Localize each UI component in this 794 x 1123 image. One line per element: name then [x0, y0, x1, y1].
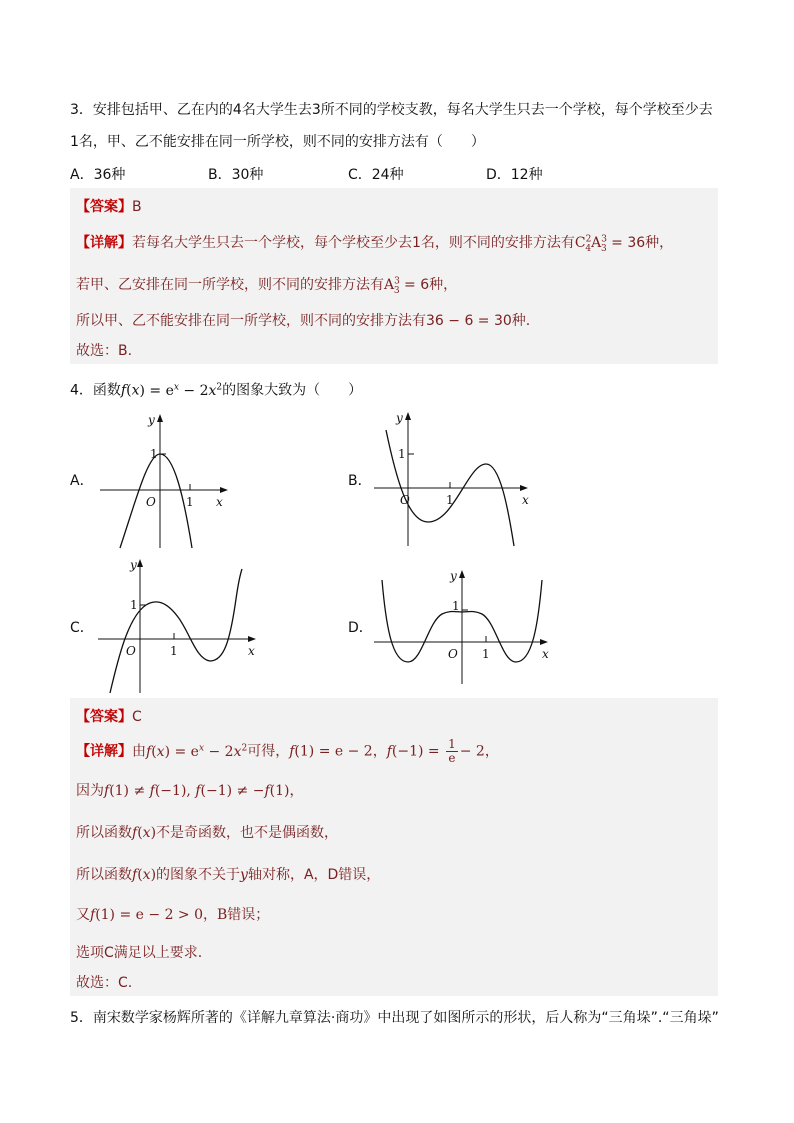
q4-stem-suffix: 的图象大致为（ ）: [222, 382, 363, 399]
q3-detail-line4: 故选：B.: [76, 343, 133, 359]
q4-function: f: [120, 382, 127, 399]
frac-numerator: 1: [448, 737, 456, 751]
q4-d5-prefix: 又: [76, 907, 90, 923]
q3-stem-line2: 1名，甲、乙不能安排在同一所学校，则不同的安排方法有（ ）: [70, 134, 485, 150]
q4-answer-line: [76, 706, 142, 726]
answer-tag: 【答案】: [76, 709, 132, 725]
q4-detail-line5: 又f(1) = e − 2 > 0，B错误；: [76, 907, 270, 923]
graph-a: [96, 410, 236, 550]
frac-denominator: e: [448, 751, 456, 765]
q4-answer: C: [132, 709, 142, 725]
q3-formula-tail2: = 6种，: [404, 277, 458, 293]
detail-tag: 【详解】: [76, 235, 132, 251]
detail-tag: 【详解】: [76, 743, 132, 760]
q3-detail-text2: 若甲、乙安排在同一所学校，则不同的安排方法有: [76, 277, 384, 293]
q4-d4-prefix: 所以函数: [76, 867, 132, 883]
y-label: y: [396, 411, 403, 425]
q3-solution-box: [70, 188, 718, 364]
q4-d4-suffix: 的图象不关于: [156, 867, 241, 883]
q3-answer: B: [132, 199, 142, 215]
answer-tag: 【答案】: [76, 199, 132, 215]
q4-detail-line4: 所以函数f(x)的图象不关于y轴对称，A，D错误，: [76, 867, 381, 883]
curve: [120, 454, 192, 548]
q4-d4-end: 轴对称，A，D错误，: [247, 867, 381, 883]
y-label: y: [130, 558, 137, 572]
q4-detail-line3: 所以函数f(x)不是奇函数，也不是偶函数，: [76, 825, 339, 841]
origin-label: O: [448, 647, 458, 661]
q4-d3-suffix: 不是奇函数，也不是偶函数，: [156, 825, 339, 841]
q4-d2-formula: f(1) ≠ f(−1), f(−1) ≠ −f(1)，: [104, 783, 304, 799]
origin-label: O: [146, 495, 156, 509]
tick-label-x: 1: [170, 644, 178, 658]
q3-formula-tail1: = 36种，: [611, 235, 674, 251]
tick-label-x: 1: [186, 495, 194, 509]
q4-d1-b: 可得，: [247, 743, 290, 760]
y-label: y: [450, 569, 457, 583]
y-arrow: [459, 570, 465, 578]
tick-label-y: 1: [130, 598, 138, 612]
q4-d4-y: y: [240, 867, 248, 883]
x-label: x: [542, 647, 549, 661]
x-arrow: [540, 639, 548, 645]
q3-options: [70, 160, 720, 186]
y-arrow: [137, 559, 143, 567]
q4-stem-prefix: 4．函数: [70, 382, 121, 399]
q3-formula-c-a: $C^2_4A^3_3$: [574, 234, 607, 254]
x-arrow: [248, 636, 256, 642]
q4-option-c-label: C．: [70, 620, 94, 636]
y-arrow: [405, 412, 411, 420]
graph-c: [96, 555, 266, 695]
q4-solution-box: [70, 698, 718, 996]
y-label: y: [148, 413, 155, 427]
tick-label-y: 1: [398, 447, 406, 461]
x-arrow: [220, 487, 228, 493]
tick-label-y: 1: [452, 599, 460, 613]
q4-option-b-label: B．: [348, 473, 372, 489]
q3-detail-line3: 所以甲、乙不能安排在同一所学校，则不同的安排方法有36 − 6 = 30种.: [76, 313, 531, 329]
q3-option-d: D．12种: [486, 167, 543, 183]
x-label: x: [248, 644, 255, 658]
q4-stem: 4．函数$f(x) = e^x - 2x^2$的图象大致为（ ）: [70, 382, 363, 399]
q4-d3-prefix: 所以函数: [76, 825, 132, 841]
q3-detail-text1: 若每名大学生只去一个学校，每个学校至少去1名，则不同的安排方法有: [132, 235, 575, 251]
tick-label-x: 1: [446, 493, 454, 507]
q4-d2-prefix: 因为: [76, 783, 104, 799]
x-label: x: [216, 495, 223, 509]
q3-detail-line2: [76, 274, 457, 296]
q4-d5-suffix: = e − 2 > 0，B错误；: [119, 907, 270, 923]
q4-d1-a: 由: [132, 743, 146, 760]
x-arrow: [520, 485, 528, 491]
y-arrow: [157, 414, 163, 422]
q4-fraction: [446, 738, 458, 765]
tick-label-y: 1: [150, 447, 158, 461]
q4-d1-c: = e − 2，: [318, 743, 387, 760]
q4-option-a-label: A．: [70, 473, 94, 489]
q3-option-b: B．30种: [208, 167, 264, 183]
q3-stem-line1: 3．安排包括甲、乙在内的4名大学生去3所不同的学校支教，每名大学生只去一个学校，每个学校至少去: [70, 102, 713, 118]
graph-b: [372, 408, 537, 548]
q4-d1-func: $f(x) = e^x - 2x^2$: [146, 742, 248, 760]
q3-option-a: A．36种: [70, 167, 126, 183]
tick-label-x: 1: [482, 647, 490, 661]
curve: [110, 569, 242, 693]
graph-d: [372, 566, 557, 686]
q4-detail-line2: [76, 780, 303, 800]
q4-detail-line6: 选项C满足以上要求.: [76, 945, 203, 961]
origin-label: O: [126, 644, 136, 658]
q3-detail-line1: [76, 232, 673, 254]
q3-formula-a: $A^3_3$: [384, 276, 400, 296]
origin-label: O: [400, 493, 410, 507]
q3-answer-line: [76, 196, 142, 216]
q3-option-c: C．24种: [348, 167, 404, 183]
q4-option-d-label: D．: [348, 620, 373, 636]
q5-stem-line1: 5．南宋数学家杨辉所著的《详解九章算法·商功》中出现了如图所示的形状，后人称为“三角垛”.“三角垛”: [70, 1010, 719, 1026]
q4-detail-line1: 【详解】由$f(x) = e^x - 2x^2$可得，f(1) = e − 2，f(−1) = $\frac{1}{e}$ − 2，: [76, 737, 499, 765]
q4-d1-d: − 2，: [459, 743, 499, 760]
x-label: x: [522, 493, 529, 507]
q4-detail-line7: 故选：C.: [76, 975, 133, 991]
